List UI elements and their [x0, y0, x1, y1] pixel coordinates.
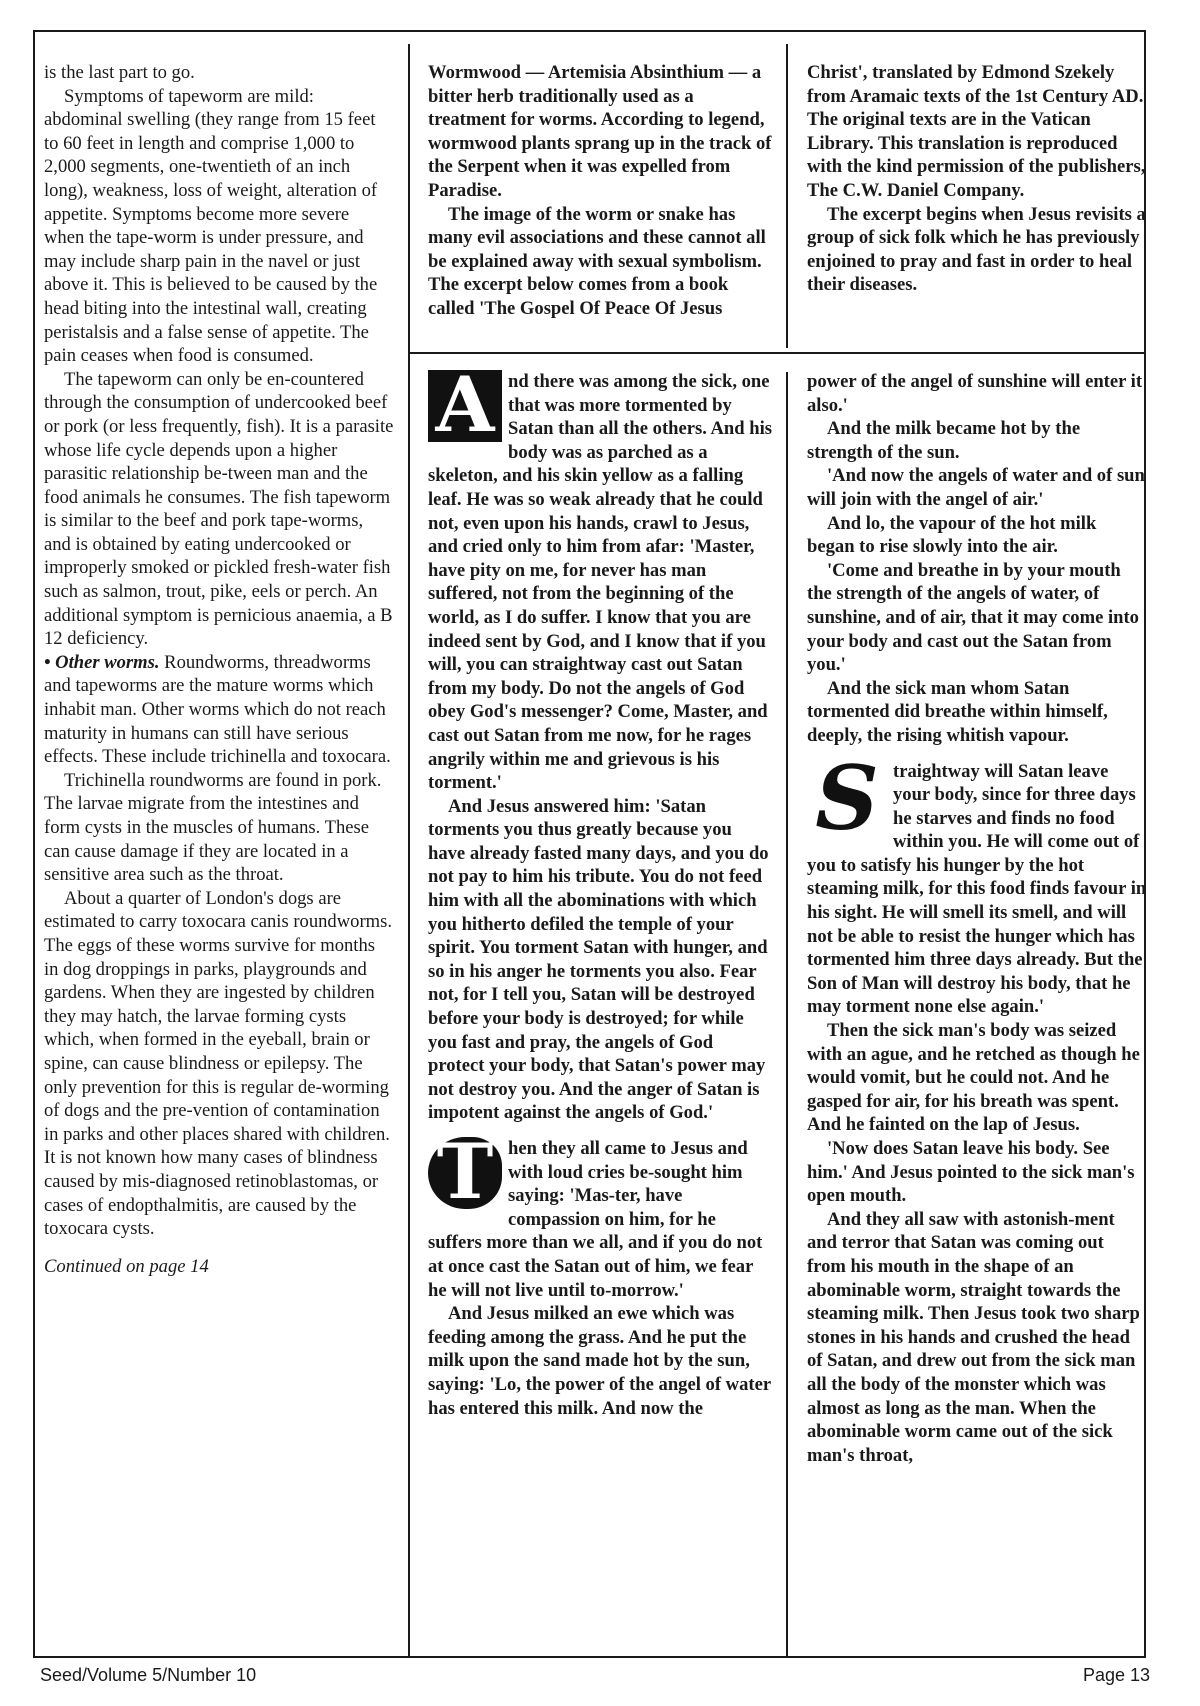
subheading: • Other worms. — [44, 651, 160, 673]
paragraph: And they all saw with astonish-ment and terror that Satan was coming out from his mouth in the shape of an abominable worm, straight towards the steaming milk. Then Jesus took two sharp stones in his hands and crushed the head of Satan, and drew out from the sick man all the body of the monster which was almost as long as the man. When the abominable worm came out of the sick man's throat, — [807, 1208, 1140, 1466]
drop-cap: S — [807, 760, 887, 840]
paragraph: And Jesus milked an ewe which was feeding among the grass. And he put the milk upon the sand made hot by the sun, saying: 'Lo, the power of the angel of water has entered this milk. And now the — [428, 1303, 771, 1419]
paragraph: 'Now does Satan leave his body. See him.' And Jesus pointed to the sick man's open mouth. — [807, 1138, 1135, 1207]
paragraph: The tapeworm can only be en-countered through the consumption of undercooked beef or pork (or less frequently, fish). It is a parasite whose life cycle depends upon a higher parasitic relationship be-tween man and the food animals he consumes. The fish tapeworm is similar to the beef and pork tape-worms, and is obtained by eating undercooked or improperly smoked or pickled fresh-water fish such as salmon, trout, pike, eels or perch. An additional symptom is pernicious anaemia, a B 12 deficiency. — [44, 368, 394, 650]
excerpt-section — [807, 745, 1147, 1020]
excerpt-section — [428, 1127, 773, 1302]
paragraph: Christ', translated by Edmond Szekely from Aramaic texts of the 1st Century AD. The original texts are in the Vatican Library. This translation is reproduced with the kind permission of the publishers, The C.W. Daniel Company. — [807, 62, 1146, 201]
footer-publication: Seed/Volume 5/Number 10 — [40, 1665, 257, 1685]
paragraph: Wormwood — Artemisia Absinthium — a bitter herb traditionally used as a treatment for worms. According to legend, wormwood plants sprang up in the track of the Serpent when it was expelled from Paradise. — [428, 62, 772, 201]
column-3-intro — [807, 61, 1147, 297]
paragraph: The image of the worm or snake has many evil associations and these cannot all be explained away with sexual symbolism. The excerpt below comes from a book called 'The Gospel Of Peace Of Jesus — [428, 203, 766, 319]
paragraph: And lo, the vapour of the hot milk began to rise slowly into the air. — [807, 512, 1097, 558]
paragraph: hen they all came to Jesus and with loud cries be-sought him saying: 'Mas-ter, have compassion on him, for he suffers more than we all, and if you do not at once cast the Satan out of him, we fear he will not live until to-morrow.' — [428, 1138, 763, 1301]
column-rule-2-bottom — [786, 372, 788, 1656]
footer-page-number: Page 13 — [1082, 1665, 1150, 1685]
section-rule — [408, 352, 1146, 354]
drop-cap: A — [428, 370, 502, 442]
paragraph — [44, 651, 394, 769]
column-rule-2-top — [786, 44, 788, 348]
paragraph: is the last part to go. — [44, 62, 195, 83]
column-2-excerpt — [428, 360, 773, 1420]
column-2-intro — [428, 61, 773, 321]
excerpt-opening — [428, 360, 773, 795]
paragraph: 'Come and breathe in by your mouth the strength of the angels of water, of sunshine, and of air, that it may come into your body and cast out the Satan from you.' — [807, 559, 1139, 676]
paragraph: traightway will Satan leave your body, since for three days he starves and finds no food within you. He will come out of you to satisfy his hunger by the hot steaming milk, for this food finds favour in his sight. He will smell its smell, and will not be able to resist the hunger which has tormented him three days already. But the Son of Man will destroy his body, that he may torment none else again.' — [807, 760, 1147, 1018]
column-1 — [44, 61, 394, 1278]
column-rule-1 — [408, 44, 410, 1656]
column-3-excerpt — [807, 370, 1147, 1467]
paragraph: The excerpt begins when Jesus revisits a group of sick folk which he has previously enjoined to pray and fast in order to heal their diseases. — [807, 203, 1146, 296]
paragraph: About a quarter of London's dogs are estimated to carry toxocara canis roundworms. The eggs of these worms survive for months in dog droppings in parks, playgrounds and gardens. When they are ingested by children they may hatch, the larvae forming cysts which, when formed in the eyeball, brain or spine, can cause blindness or epilepsy. The only prevention for this is regular de-worming of dogs and the pre-vention of contamination in parks and other places shared with children. It is not known how many cases of blindness caused by mis-diagnosed retinoblastomas, or cases of endopthalmitis, are caused by the toxocara cysts. — [44, 887, 392, 1240]
paragraph: Then the sick man's body was seized with an ague, and he retched as though he would vomit, but he could not. And he gasped for air, for his breath was spent. And he fainted on the lap of Jesus. — [807, 1020, 1140, 1136]
paragraph: And the milk became hot by the strength of the sun. — [807, 418, 1081, 463]
paragraph: And Jesus answered him: 'Satan torments you thus greatly because you have already fasted many days, and you do not pay to him his tribute. You do not feed him with all the abominations with which you hitherto defiled the temple of your spirit. You torment Satan with hunger, and so in his anger he torments you also. Fear not, for I tell you, Satan will be destroyed before your body is destroyed; for while you fast and pray, the angels of God protect your body, that Satan's power may not destroy you. And the anger of Satan is impotent against the angels of God.' — [428, 795, 769, 1124]
paragraph: power of the angel of sunshine will enter it also.' — [807, 371, 1143, 416]
paragraph: Trichinella roundworms are found in pork. The larvae migrate from the intestines and form cysts in the muscles of humans. These can cause damage if they are located in a sensitive area such as the throat. — [44, 769, 382, 886]
paragraph: And the sick man whom Satan tormented did breathe within himself, deeply, the rising whitish vapour. — [807, 677, 1108, 746]
paragraph: nd there was among the sick, one that was more tormented by Satan than all the others. And his body was as parched as a skeleton, and his skin yellow as a falling leaf. He was so weak already that he could not, even upon his hands, crawl to Jesus, and cried only to him from afar: 'Master, have pity on me, for never has man suffered, not from the beginning of the world, as I do suffer. I know that you are indeed sent by God, and I know that if you will, you can straightway cast out Satan from my body. Do not the angels of God obey God's messenger? Come, Master, and cast out Satan from me now, for he rages angrily within me and grievous is his torment.' — [428, 371, 772, 794]
paragraph: 'And now the angels of water and of sun will join with the angel of air.' — [807, 465, 1145, 510]
paragraph-text: Roundworms, threadworms and tapeworms are the mature worms which inhabit man. Other worms which do not reach maturity in humans can still have serious effects. These include trichinella and toxocara. — [44, 651, 391, 768]
continued-note: Continued on page 14 — [44, 1255, 209, 1277]
drop-cap: T — [428, 1137, 502, 1209]
paragraph: Symptoms of tapeworm are mild: abdominal swelling (they range from 15 feet to 60 feet in length and comprise 1,000 to 2,000 segments, one-twentieth of an inch long), weakness, loss of weight, alteration of appetite. Symptoms become more severe when the tape-worm is under pressure, and may include sharp pain in the navel or just above it. This is believed to be caused by the head biting into the intestinal wall, creating peristalsis and a false sense of appetite. The pain ceases when food is consumed. — [44, 85, 378, 367]
